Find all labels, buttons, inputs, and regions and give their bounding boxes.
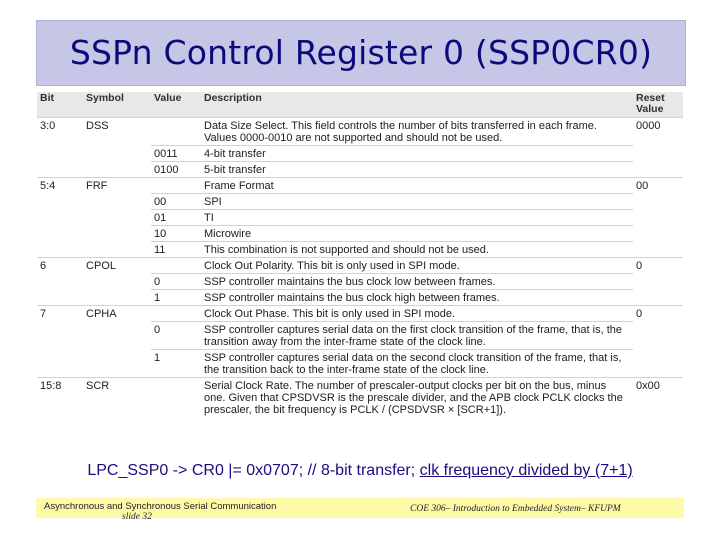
cell-reset-value: 0x00 [633, 378, 683, 418]
cell-symbol [83, 226, 151, 242]
slide-title: SSPn Control Register 0 (SSP0CR0) [69, 33, 653, 72]
cell-symbol: SCR [83, 378, 151, 418]
cell-value: 1 [151, 290, 201, 306]
cell-symbol [83, 274, 151, 290]
cell-value [151, 118, 201, 146]
cell-symbol [83, 194, 151, 210]
table-row [37, 306, 683, 322]
cell-bit: 6 [37, 258, 83, 274]
table-row [37, 194, 683, 210]
cell-bit: 7 [37, 306, 83, 322]
cell-symbol [83, 322, 151, 350]
table-row [37, 258, 683, 274]
cell-value [151, 378, 201, 418]
title-bar [36, 20, 686, 86]
cell-description: Frame Format [201, 178, 633, 194]
cell-description: Data Size Select. This field controls the number of bits transferred in each frame. Values 0000-0010 are not supported and should not be used. [201, 118, 633, 146]
cell-value: 11 [151, 242, 201, 258]
cell-value: 0100 [151, 162, 201, 178]
cell-description: SSP controller maintains the bus clock high between frames. [201, 290, 633, 306]
cell-reset-value [633, 322, 683, 350]
cell-reset-value [633, 226, 683, 242]
table-row [37, 274, 683, 290]
cell-bit [37, 322, 83, 350]
cell-value: 0 [151, 322, 201, 350]
cell-bit: 5:4 [37, 178, 83, 194]
cell-symbol [83, 146, 151, 162]
cell-description: Clock Out Polarity. This bit is only used in SPI mode. [201, 258, 633, 274]
cell-bit [37, 210, 83, 226]
cell-symbol: DSS [83, 118, 151, 146]
header-reset-value: Reset Value [633, 92, 683, 118]
footer [36, 498, 684, 522]
code-note [36, 462, 684, 480]
cell-bit [37, 226, 83, 242]
table-row [37, 242, 683, 258]
cell-bit [37, 146, 83, 162]
cell-description: 4-bit transfer [201, 146, 633, 162]
cell-reset-value [633, 194, 683, 210]
cell-value: 01 [151, 210, 201, 226]
cell-reset-value: 0000 [633, 118, 683, 146]
register-table-image [37, 92, 683, 444]
cell-bit [37, 242, 83, 258]
cell-description: TI [201, 210, 633, 226]
cell-symbol: CPHA [83, 306, 151, 322]
cell-bit [37, 350, 83, 378]
cell-symbol: CPOL [83, 258, 151, 274]
code-note-underlined: clk frequency divided by (7+1) [419, 462, 633, 479]
cell-bit [37, 162, 83, 178]
cell-description: 5-bit transfer [201, 162, 633, 178]
cell-symbol [83, 242, 151, 258]
cell-bit [37, 274, 83, 290]
cell-description: Clock Out Phase. This bit is only used in SPI mode. [201, 306, 633, 322]
footer-left [44, 502, 334, 522]
register-table [37, 92, 683, 417]
cell-reset-value [633, 242, 683, 258]
table-row [37, 118, 683, 146]
footer-slide-number: slide 32 [122, 512, 152, 522]
table-row [37, 226, 683, 242]
cell-symbol: FRF [83, 178, 151, 194]
cell-value [151, 178, 201, 194]
cell-reset-value [633, 162, 683, 178]
table-header-row [37, 92, 683, 118]
cell-value [151, 306, 201, 322]
cell-description: SSP controller maintains the bus clock low between frames. [201, 274, 633, 290]
table-row [37, 290, 683, 306]
table-row [37, 210, 683, 226]
table-row [37, 350, 683, 378]
cell-bit: 3:0 [37, 118, 83, 146]
cell-value: 1 [151, 350, 201, 378]
header-symbol: Symbol [83, 92, 151, 118]
table-row [37, 162, 683, 178]
cell-description: SSP controller captures serial data on the first clock transition of the frame, that is, the transition away from the inter-frame state of the clock line. [201, 322, 633, 350]
table-row [37, 378, 683, 418]
cell-value: 0 [151, 274, 201, 290]
header-value: Value [151, 92, 201, 118]
cell-reset-value: 00 [633, 178, 683, 194]
table-row [37, 178, 683, 194]
code-note-text: LPC_SSP0 -> CR0 |= 0x0707; // 8-bit transfer; [87, 462, 420, 479]
cell-bit: 15:8 [37, 378, 83, 418]
cell-symbol [83, 162, 151, 178]
cell-description: Serial Clock Rate. The number of prescaler-output clocks per bit on the bus, minus one. Given that CPSDVSR is the prescale divider, and the APB clock PCLK clocks the prescaler, the bit frequency is PCLK / (CPSDVSR × [SCR+1]). [201, 378, 633, 418]
cell-reset-value [633, 274, 683, 290]
footer-course-name: COE 306– Introduction to Embedded System– KFUPM [410, 504, 621, 514]
cell-value: 0011 [151, 146, 201, 162]
cell-bit [37, 290, 83, 306]
cell-symbol [83, 350, 151, 378]
cell-reset-value: 0 [633, 306, 683, 322]
cell-reset-value [633, 350, 683, 378]
cell-value: 00 [151, 194, 201, 210]
table-row [37, 146, 683, 162]
cell-reset-value [633, 146, 683, 162]
table-body [37, 118, 683, 418]
header-description: Description [201, 92, 633, 118]
cell-description: Microwire [201, 226, 633, 242]
cell-bit [37, 194, 83, 210]
cell-reset-value: 0 [633, 258, 683, 274]
cell-description: SSP controller captures serial data on the second clock transition of the frame, that is, the transition back to the inter-frame state of the clock line. [201, 350, 633, 378]
cell-value [151, 258, 201, 274]
cell-symbol [83, 290, 151, 306]
cell-reset-value [633, 210, 683, 226]
cell-value: 10 [151, 226, 201, 242]
header-bit: Bit [37, 92, 83, 118]
cell-description: SPI [201, 194, 633, 210]
cell-reset-value [633, 290, 683, 306]
cell-description: This combination is not supported and should not be used. [201, 242, 633, 258]
cell-symbol [83, 210, 151, 226]
table-row [37, 322, 683, 350]
footer-course-topic: Asynchronous and Synchronous Serial Communication [44, 501, 277, 512]
